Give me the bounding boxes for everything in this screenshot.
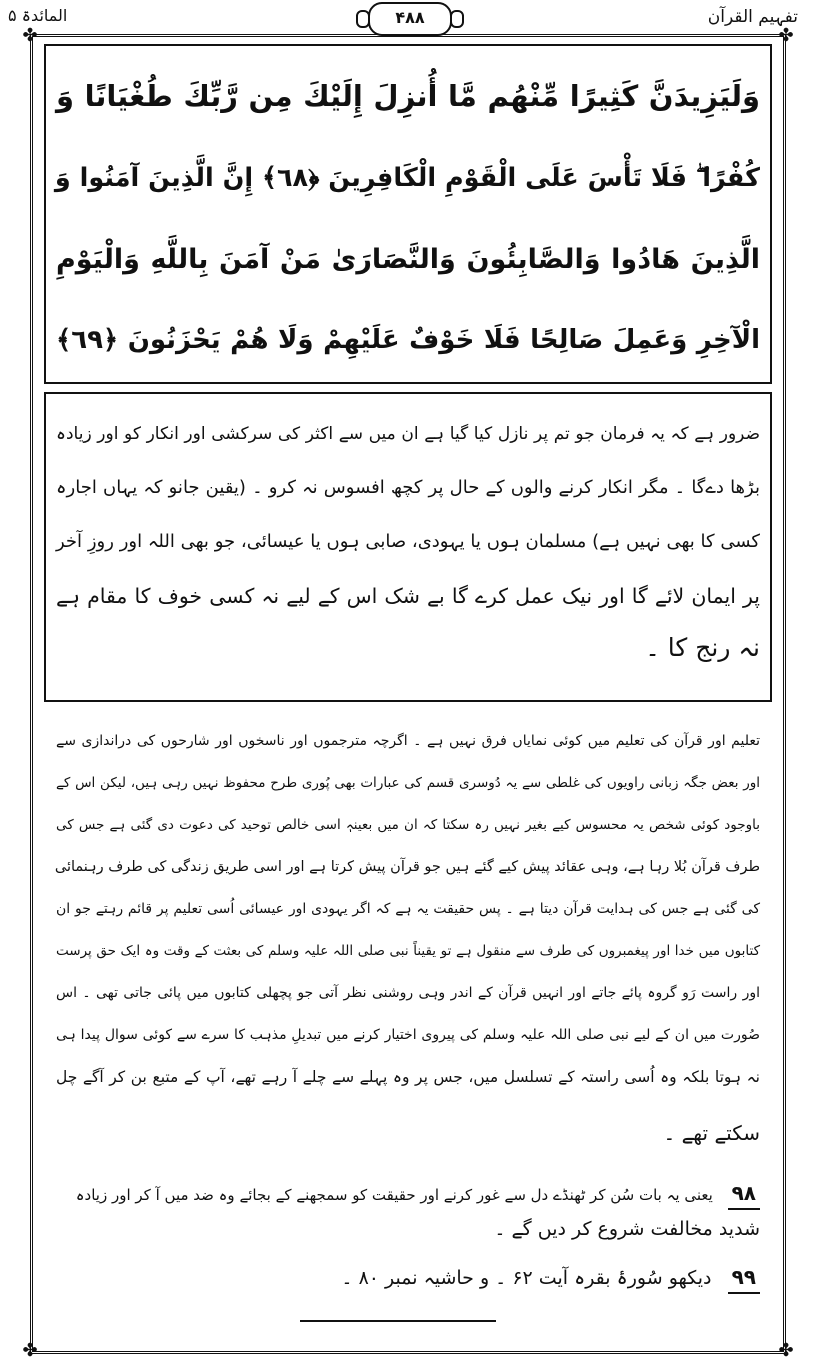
bottom-divider	[300, 1320, 496, 1322]
translation-line: کسی کا بھی نہیں ہے) مسلمان ہوں یا یہودی، صابی ہوں یا عیسائی، جو بھی اللہ اور روزِ آخر	[56, 531, 760, 552]
footnote-number: ۹۹	[728, 1262, 760, 1294]
footnote-text: شدید مخالفت شروع کر دیں گے ۔	[494, 1218, 760, 1240]
footnote-number: ۹۸	[728, 1178, 760, 1210]
verse-line: كُفْرًا ۖ فَلَا تَأْسَ عَلَى الْقَوْمِ الْكَافِرِينَ ﴿٦٨﴾ إِنَّ الَّذِينَ آمَنُوا وَ	[54, 163, 760, 193]
commentary-line: کی گئی ہے جس کی ہدایت قرآن دیتا ہے ۔ پس حقیقت یہ ہے کہ اگر یہودی اور عیسائی اُسی تعلیم پر قائم رہتے جو ان	[56, 901, 760, 917]
surah-name: المائدۃ ۵	[8, 6, 68, 25]
footnote-text: یعنی یہ بات سُن کر ٹھنڈے دل سے غور کرنے اور حقیقت کو سمجھنے کے بجائے وہ ضد میں آ کر اور زیادہ	[75, 1186, 713, 1204]
commentary-line: کتابوں میں خدا اور پیغمبروں کی طرف سے منقول ہے تو یقیناً نبی صلی اللہ علیہ وسلم کی بعثت کے وقت وہ ایک حق پرست	[56, 943, 760, 959]
verse-line: الْآخِرِ وَعَمِلَ صَالِحًا فَلَا خَوْفٌ عَلَيْهِمْ وَلَا هُمْ يَحْزَنُونَ ﴿٦٩﴾	[56, 325, 760, 355]
commentary-line: سکتے تھے ۔	[663, 1121, 760, 1145]
commentary-line: صُورت میں ان کے لیے نبی صلی اللہ علیہ وسلم کی پیروی اختیار کرنے میں تبدیلِ مذہب کا سرے سے کوئی سوال پیدا ہی	[56, 1027, 760, 1043]
corner-ornament-icon: ✤	[778, 25, 794, 46]
commentary-line: اور راست رَو گروہ پائے جاتے اور انہیں قرآن کے اندر وہی روشنی نظر آتی جو پچھلی کتابوں میں پائی جاتی تھی ۔ اس	[56, 985, 760, 1001]
running-title: تفہیم القرآن	[707, 7, 798, 27]
footnote-98-cont	[56, 1214, 760, 1244]
verse-line: الَّذِينَ هَادُوا وَالصَّابِئُونَ وَالنَّصَارَىٰ مَنْ آمَنَ بِاللَّهِ وَالْيَوْمِ	[56, 244, 760, 275]
corner-ornament-icon: ✤	[22, 1340, 38, 1361]
commentary-line: نہ ہوتا بلکہ وہ اُسی راستہ کے تسلسل میں، جس پر وہ پہلے سے چلے آ رہے تھے، آپ کے متبع بن کر آگے چل	[56, 1068, 760, 1086]
translation-line: پر ایمان لائے گا اور نیک عمل کرے گا بے شک اس کے لیے نہ کسی خوف کا مقام ہے	[56, 584, 760, 608]
corner-ornament-icon: ✤	[22, 25, 38, 46]
commentary-line: اور بعض جگہ زبانی راویوں کی غلطی سے یہ دُوسری قسم کی عبارات بھی پُوری طرح محفوظ نہیں رہی ہیں، لیکن اس کے	[56, 775, 760, 791]
commentary-line: طرف قرآن بُلا رہا ہے، وہی عقائد پیش کیے گئے ہیں جو قرآن پیش کرتا ہے اور اسی طریق زندگی کی طرف رہنمائی	[54, 859, 760, 875]
corner-ornament-icon: ✤	[778, 1340, 794, 1361]
footnote-text: دیکھو سُورۂ بقرہ آیت ۶۲ ۔ و حاشیہ نمبر ۸۰ ۔	[341, 1267, 712, 1289]
translation-line: بڑھا دےگا ۔ مگر انکار کرنے والوں کے حال پر کچھ افسوس نہ کرو ۔ (یقین جانو کہ یہاں اجارہ	[56, 477, 760, 498]
footnote-99	[56, 1262, 760, 1294]
translation-line: نہ رنج کا ۔	[645, 633, 760, 662]
footnote-98	[56, 1178, 760, 1210]
commentary-line: تعلیم اور قرآن کی تعلیم میں کوئی نمایاں فرق نہیں ہے ۔ اگرچہ مترجموں اور ناسخوں اور شارحوں کی دراندازی سے	[56, 733, 760, 749]
page-number: ۴۸۸	[368, 2, 452, 36]
translation-line: ضرور ہے کہ یہ فرمان جو تم پر نازل کیا گیا ہے ان میں سے اکثر کی سرکشی اور انکار کو اور زیادہ	[56, 424, 760, 444]
verse-line: وَلَيَزِيدَنَّ كَثِيرًا مِّنْهُم مَّا أُنزِلَ إِلَيْكَ مِن رَّبِّكَ طُغْيَانًا وَ	[56, 79, 760, 113]
commentary-line: باوجود کوئی شخص یہ محسوس کیے بغیر نہیں رہ سکتا کہ ان میں بعینہٖ اسی خالص توحید کی دعوت دی گئی ہے جس کی	[56, 817, 760, 833]
